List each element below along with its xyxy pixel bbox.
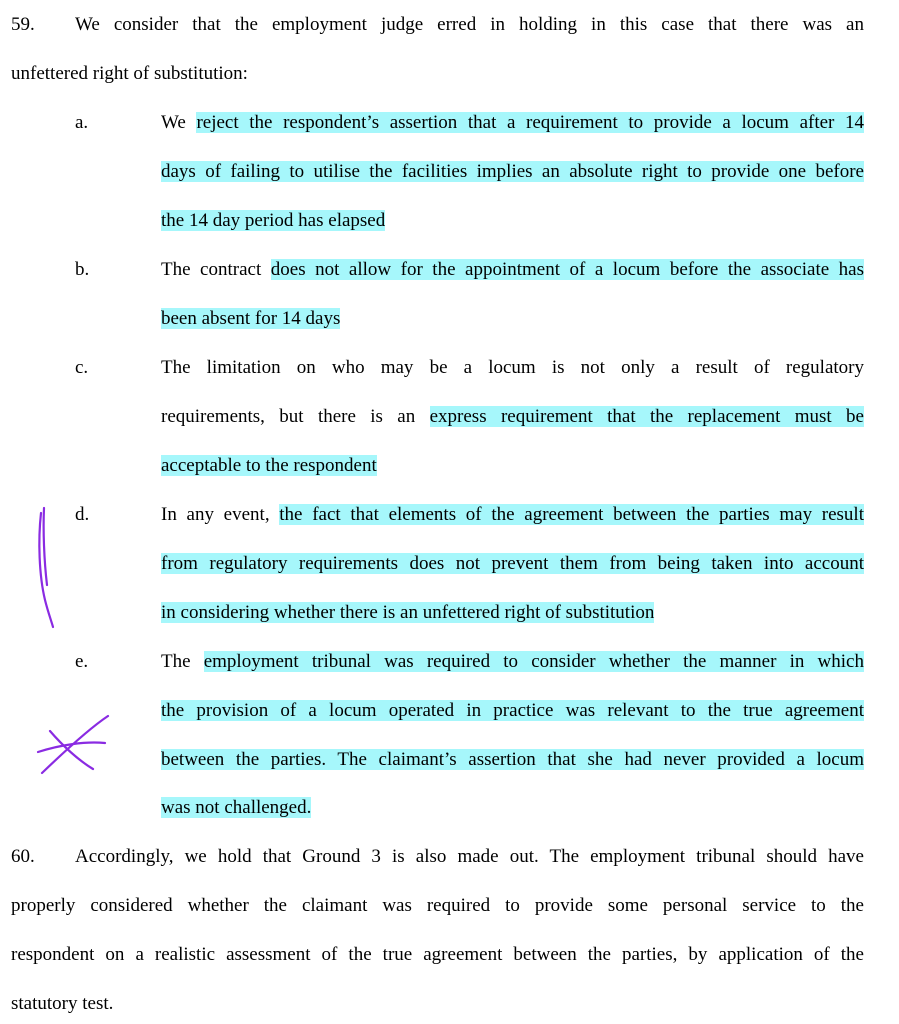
item-line xyxy=(161,748,864,772)
item-label: d. xyxy=(75,504,90,525)
item-label: e. xyxy=(75,651,89,672)
item-line xyxy=(161,650,864,674)
cross-mark-stroke-2 xyxy=(50,731,93,769)
paragraph-line: statutory test. xyxy=(11,993,114,1014)
item-line xyxy=(161,503,864,527)
paragraph-line: unfettered right of substitution: xyxy=(11,63,248,84)
item-line xyxy=(161,258,864,282)
highlighted-text: days of failing to utilise the facilities implies an absolute right to provide one before xyxy=(161,161,864,182)
highlighted-text: been absent for 14 days xyxy=(161,308,341,329)
item-line xyxy=(161,209,385,233)
highlighted-text: the fact that elements of the agreement between the parties may result xyxy=(279,504,864,525)
cross-mark-stroke-1 xyxy=(42,716,108,773)
highlighted-text: express requirement that the replacement must be xyxy=(429,406,864,427)
paragraph-line: Accordingly, we hold that Ground 3 is also made out. The employment tribunal should have xyxy=(75,846,864,867)
plain-text: requirements, but there is an xyxy=(161,406,430,427)
paragraph-line: respondent on a realistic assessment of the true agreement between the parties, by application of the xyxy=(11,944,864,965)
highlighted-text: in considering whether there is an unfettered right of substitution xyxy=(161,602,655,623)
highlighted-text: from regulatory requirements does not prevent them from being taken into account xyxy=(161,553,864,574)
item-line xyxy=(161,552,864,576)
plain-text: The xyxy=(161,651,204,672)
highlighted-text: the 14 day period has elapsed xyxy=(161,210,386,231)
item-line xyxy=(161,454,377,478)
item-label: a. xyxy=(75,112,89,133)
margin-bar-mark xyxy=(39,513,53,627)
highlighted-text: reject the respondent’s assertion that a requirement to provide a locum after 14 xyxy=(196,112,864,133)
item-label: b. xyxy=(75,259,90,280)
item-line xyxy=(161,796,311,820)
highlighted-text: between the parties. The claimant’s assertion that she had never provided a locum xyxy=(161,749,864,770)
item-label: c. xyxy=(75,357,89,378)
margin-bar-mark-stroke xyxy=(44,508,47,585)
highlighted-text: was not challenged. xyxy=(161,797,312,818)
item-line xyxy=(161,307,340,331)
plain-text: We xyxy=(161,112,197,133)
paragraph-number: 60. xyxy=(11,846,35,867)
highlighted-text: does not allow for the appointment of a locum before the associate has xyxy=(270,259,864,280)
item-line xyxy=(161,601,654,625)
paragraph-number: 59. xyxy=(11,14,35,35)
highlighted-text: acceptable to the respondent xyxy=(161,455,377,476)
highlighted-text: the provision of a locum operated in practice was relevant to the true agreement xyxy=(161,700,864,721)
item-line: The limitation on who may be a locum is not only a result of regulatory xyxy=(161,357,864,378)
plain-text: In any event, xyxy=(161,504,280,525)
cross-mark-stroke-3 xyxy=(38,742,105,752)
item-line xyxy=(161,405,864,429)
paragraph-line: properly considered whether the claimant was required to provide some personal service to the xyxy=(11,895,864,916)
plain-text: The contract xyxy=(161,259,271,280)
item-line xyxy=(161,160,864,184)
highlighted-text: employment tribunal was required to consider whether the manner in which xyxy=(203,651,864,672)
item-line xyxy=(161,699,864,723)
paragraph-line: We consider that the employment judge erred in holding in this case that there was an xyxy=(75,14,864,35)
item-line xyxy=(161,111,864,135)
